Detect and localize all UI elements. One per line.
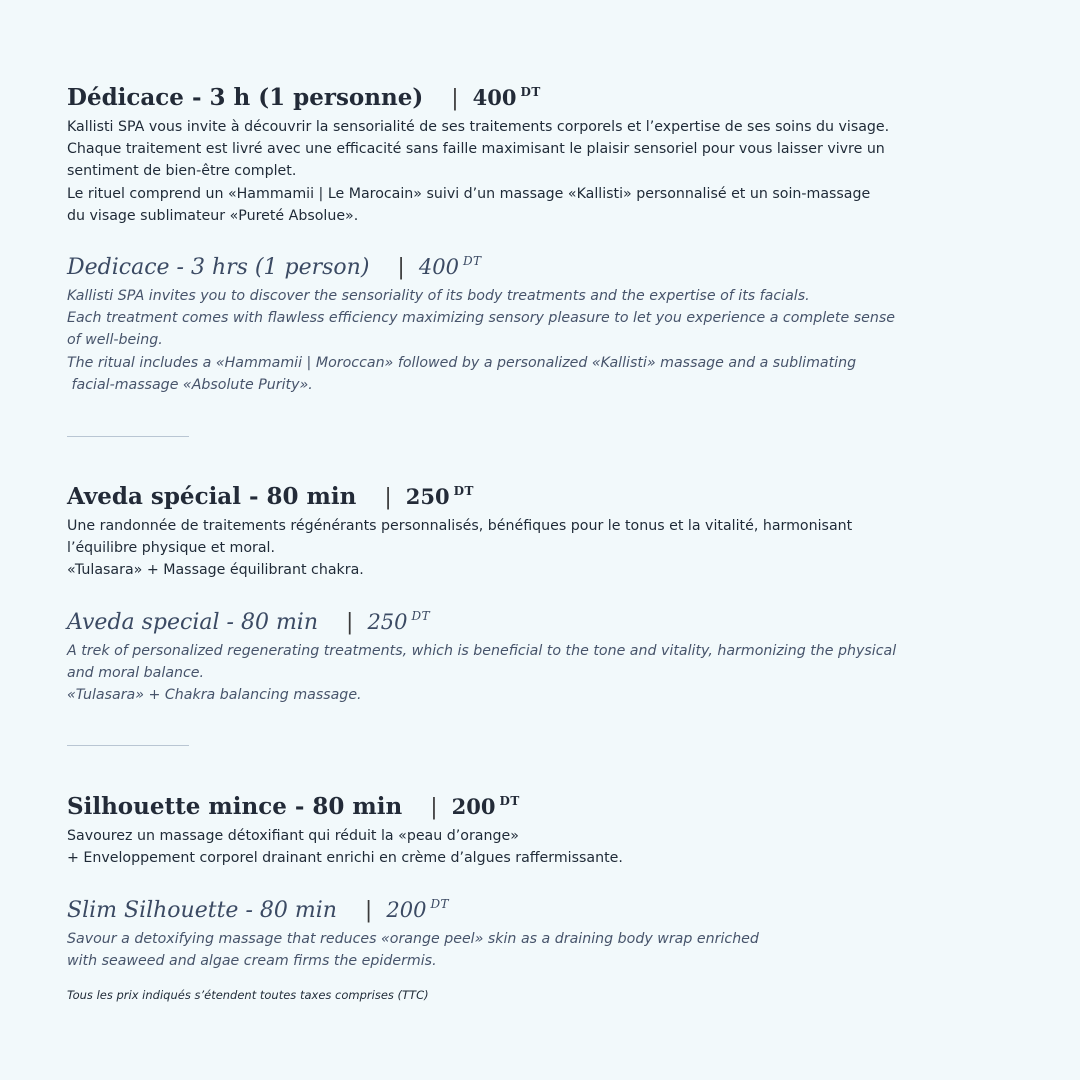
treatment-title: Slim Silhouette - 80 min [67,898,337,923]
description-line: Savour a detoxifying massage that reduces «orange peel» skin as a draining body wrap enriched [67,931,759,947]
title-separator: | [430,795,438,820]
treatment-description [67,515,947,582]
description-line: A trek of personalized regenerating treatments, which is beneficial to the tone and vitality, harmonizing the physical [67,643,897,659]
description-line: The ritual includes a «Hammamii | Moroccan» followed by a personalized «Kallisti» massage and a sublimating [67,354,857,371]
currency-label: DT [453,484,474,498]
title-separator: | [346,610,354,635]
description-line: with seaweed and algae cream firms the epidermis. [67,953,437,970]
treatment-price: 400 [418,255,459,279]
treatment-description [67,640,947,707]
description-line: of well-being. [67,332,163,349]
treatment-title-row [67,795,947,819]
treatment-aveda-fr [67,485,947,582]
description-line: l’équilibre physique et moral. [67,540,276,557]
treatment-title-row [67,898,947,922]
treatment-title-row [67,255,947,279]
treatment-description [67,928,947,972]
treatment-price: 200 [451,794,496,819]
treatment-description [67,116,947,227]
treatment-dedicace-en [67,255,947,396]
treatment-dedicace-fr [67,86,947,227]
treatment-title-row [67,86,947,110]
treatment-description [67,825,947,869]
treatment-title: Aveda special - 80 min [67,610,319,635]
description-line: Kallisti SPA invites you to discover the sensoriality of its body treatments and the expertise of its facials. [67,288,810,304]
treatment-price: 250 [405,484,450,509]
currency-label: DT [520,85,541,99]
treatment-title: Dedicace - 3 hrs (1 person) [67,255,370,280]
tax-footnote: Tous les prix indiqués s’étendent toutes taxes comprises (TTC) [67,988,429,1002]
treatment-price: 250 [367,610,408,634]
description-line: Une randonnée de traitements régénérants personnalisés, bénéfiques pour le tonus et la vitalité, harmonisant [67,518,853,534]
title-separator: | [384,485,392,510]
treatment-price: 200 [386,898,427,922]
treatment-price: 400 [472,85,517,110]
description-line: Each treatment comes with flawless efficiency maximizing sensory pleasure to let you experience a complete sense [67,310,895,327]
treatment-title: Dédicace - 3 h (1 personne) [67,84,424,111]
description-line: + Enveloppement corporel drainant enrichi en crème d’algues raffermissante. [67,850,623,867]
description-line: Chaque traitement est livré avec une efficacité sans faille maximisant le plaisir sensoriel pour vous laisser vivre un [67,141,885,158]
treatment-silhouette-en [67,898,947,972]
treatment-title: Silhouette mince - 80 min [67,793,403,820]
description-line: «Tulasara» + Chakra balancing massage. [67,687,362,704]
treatment-silhouette-fr [67,795,947,869]
currency-label: DT [430,897,450,911]
treatment-description [67,285,947,396]
title-separator: | [364,898,373,923]
description-line: sentiment de bien-être complet. [67,163,297,180]
description-line: «Tulasara» + Massage équilibrant chakra. [67,562,364,579]
treatment-title-row [67,485,947,509]
title-separator: | [451,86,459,111]
treatment-title-row [67,610,947,634]
title-separator: | [397,255,405,280]
description-line: and moral balance. [67,665,205,682]
description-line: du visage sublimateur «Pureté Absolue». [67,207,359,224]
currency-label: DT [411,609,431,623]
currency-label: DT [462,254,482,268]
treatment-aveda-en [67,610,947,707]
currency-label: DT [499,794,520,808]
treatment-title: Aveda spécial - 80 min [67,483,357,510]
description-line: facial-massage «Absolute Purity». [67,376,313,393]
section-divider [67,745,189,746]
description-line: Le rituel comprend un «Hammamii | Le Marocain» suivi d’un massage «Kallisti» personnalisé et un soin-massage [67,185,871,202]
section-divider [67,436,189,437]
description-line: Kallisti SPA vous invite à découvrir la sensorialité de ses traitements corporels et l’expertise de ses soins du visage. [67,119,890,135]
description-line: Savourez un massage détoxifiant qui réduit la «peau d’orange» [67,828,519,844]
